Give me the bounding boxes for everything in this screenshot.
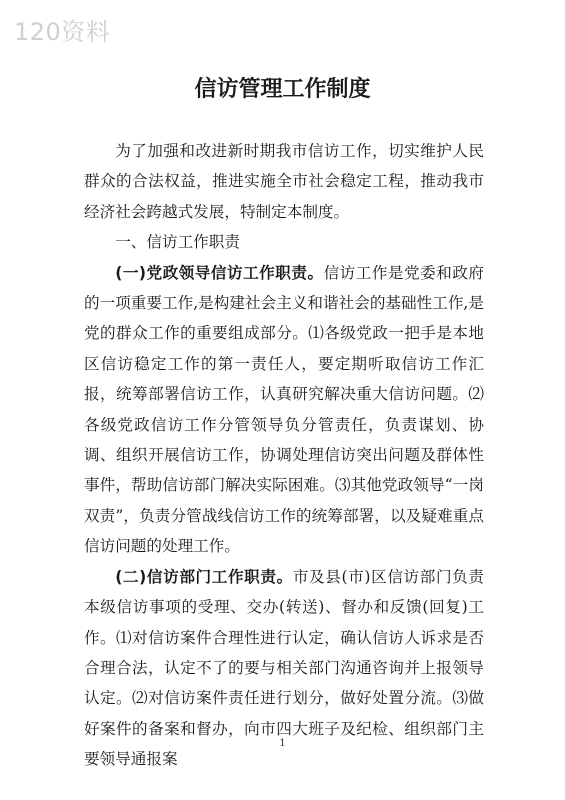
intro-paragraph: 为了加强和改进新时期我市信访工作，切实维护人民群众的合法权益，推进实施全市社会稳定工程，推动我市经济社会跨越式发展，特制定本制度。 — [84, 142, 484, 221]
paragraph-lead: (二)信访部门工作职责。 — [115, 567, 293, 586]
paragraph-party-leadership — [84, 258, 484, 562]
document-body — [84, 136, 484, 775]
paragraph-lead: (一)党政领导信访工作职责。 — [115, 263, 324, 282]
page-number: 1 — [279, 738, 286, 749]
paragraph-text: 信访工作是党委和政府的一项重要工作,是构建社会主义和谐社会的基础性工作,是党的群众工作的重要组成部分。⑴各级党政一把手是本地区信访稳定工作的第一责任人，要定期听取信访工作汇报，统筹部署信访工作，认真研究解决重大信访问题。⑵各级党政信访工作分管领导负分管责任，负责谋划、协调、组织开展信访工作，协调处理信访突出问题及群体性事件，帮助信访部门解决实际困难。⑶其他党政领导“一岗双责”，负责分管战线信访工作的统筹部署，以及疑难重点信访问题的处理工作。 — [84, 263, 484, 556]
watermark-logo: 120资料 — [14, 18, 111, 46]
paragraph-text: 市及县(市)区信访部门负责本级信访事项的受理、交办(转送)、督办和反馈(回复)工作。⑴对信访案件合理性进行认定，确认信访人诉求是否合理合法，认定不了的要与相关部门沟通咨询并上报领导认定。⑵对信访案件责任进行划分，做好处置分流。⑶做好案件的备案和督办，向市四大班子及纪检、组织部门主要领导通报案 — [84, 567, 484, 769]
section-heading: 一、信访工作职责 — [115, 233, 240, 252]
document-title: 信访管理工作制度 — [194, 77, 371, 102]
